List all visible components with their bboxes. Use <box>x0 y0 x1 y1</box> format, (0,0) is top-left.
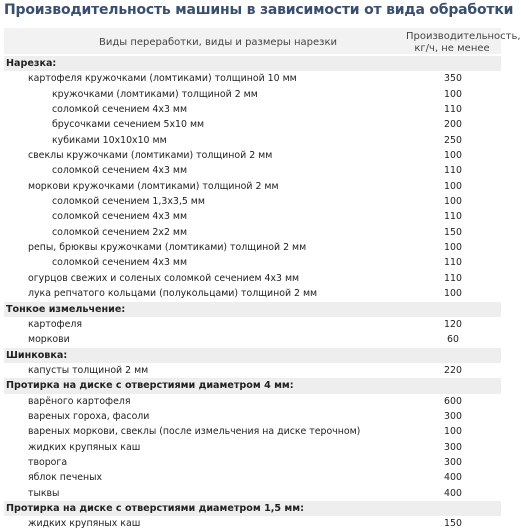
row-value: 100 <box>444 196 462 208</box>
table-row <box>4 240 501 255</box>
column-header-performance <box>406 31 521 55</box>
row-label: тыквы <box>28 487 60 499</box>
row-value: 300 <box>444 441 462 453</box>
table-row <box>4 148 501 163</box>
row-value: 400 <box>444 487 462 499</box>
table-row <box>4 486 501 501</box>
table-body <box>4 56 501 532</box>
row-value: 150 <box>444 518 462 530</box>
table-row <box>4 209 501 224</box>
row-label: лука репчатого кольцами (полукольцами) толщиной 2 мм <box>28 288 318 300</box>
row-label: варёного картофеля <box>28 395 131 407</box>
row-value: 100 <box>444 288 462 300</box>
section-row <box>4 348 501 363</box>
section-row <box>4 56 501 71</box>
row-label: соломкой сечением 4х3 мм <box>52 165 188 177</box>
table-row <box>4 194 501 209</box>
page-title: Производительность машины в зависимости от вида обработки <box>4 2 514 18</box>
table-header <box>4 28 521 54</box>
table-row <box>4 271 501 286</box>
row-value: 110 <box>444 272 462 284</box>
table-row <box>4 332 501 347</box>
row-label: соломкой сечением 1,3х3,5 мм <box>52 196 205 208</box>
row-value: 110 <box>444 211 462 223</box>
table-row <box>4 133 501 148</box>
column-header-performance-line1: Производительность, <box>406 31 521 42</box>
row-label: яблок печеных <box>28 472 103 484</box>
table-row <box>4 394 501 409</box>
table-row <box>4 440 501 455</box>
table-row <box>4 317 501 332</box>
row-label: моркови <box>28 334 70 346</box>
row-value: 100 <box>444 180 462 192</box>
row-label: картофеля кружочками (ломтиками) толщиной 10 мм <box>28 73 297 85</box>
row-label: соломкой сечением 2х2 мм <box>52 226 188 238</box>
column-header-kind: Виды переработки, виды и размеры нарезки <box>99 37 338 48</box>
row-value: 300 <box>444 456 462 468</box>
row-value: 100 <box>444 426 462 438</box>
row-value: 100 <box>444 88 462 100</box>
row-value: 150 <box>444 226 462 238</box>
row-value: 300 <box>444 410 462 422</box>
row-value: 100 <box>444 242 462 254</box>
table-row <box>4 179 501 194</box>
section-label: Тонкое измельчение: <box>6 303 126 315</box>
table-row <box>4 163 501 178</box>
table-row <box>4 102 501 117</box>
row-label: вареных гороха, фасоли <box>28 410 150 422</box>
column-header-performance-line2: кг/ч, не менее <box>414 43 490 54</box>
section-row <box>4 501 501 516</box>
row-value: 110 <box>444 104 462 116</box>
row-label: картофеля <box>28 318 82 330</box>
section-row <box>4 378 501 393</box>
row-value: 120 <box>444 318 462 330</box>
table-row <box>4 255 501 270</box>
table-row <box>4 87 501 102</box>
table-row <box>4 117 501 132</box>
row-label: свеклы кружочками (ломтиками) толщиной 2 мм <box>28 150 273 162</box>
table-row <box>4 363 501 378</box>
row-label: жидких крупяных каш <box>28 441 141 453</box>
row-label: соломкой сечением 4х3 мм <box>52 104 188 116</box>
row-value: 350 <box>444 73 462 85</box>
row-value: 110 <box>444 165 462 177</box>
row-value: 200 <box>444 119 462 131</box>
row-value: 60 <box>447 334 459 346</box>
table-row <box>4 455 501 470</box>
row-label: творога <box>28 456 68 468</box>
row-label: моркови кружочками (ломтиками) толщиной 2 мм <box>28 180 279 192</box>
table-row <box>4 71 501 86</box>
row-label: огурцов свежих и соленых соломкой сечением 4х3 мм <box>28 272 300 284</box>
table-row <box>4 516 501 531</box>
table-row <box>4 409 501 424</box>
row-value: 250 <box>444 134 462 146</box>
row-label: вареных моркови, свеклы (после измельчения на диске терочном) <box>28 426 361 438</box>
row-value: 400 <box>444 472 462 484</box>
section-label: Протирка на диске с отверстиями диаметром 4 мм: <box>6 380 294 392</box>
row-label: капусты толщиной 2 мм <box>28 364 149 376</box>
section-label: Протирка на диске с отверстиями диаметром 1,5 мм: <box>6 502 304 514</box>
row-label: брусочками сечением 5х10 мм <box>52 119 205 131</box>
section-label: Нарезка: <box>6 58 57 69</box>
row-label: соломкой сечением 4х3 мм <box>52 257 188 269</box>
row-label: соломкой сечением 4х3 мм <box>52 211 188 223</box>
section-label: Шинковка: <box>6 349 68 361</box>
table-row <box>4 424 501 439</box>
row-label: кубиками 10х10х10 мм <box>52 134 167 146</box>
table-row <box>4 225 501 240</box>
row-label: жидких крупяных каш <box>28 518 141 530</box>
row-label: кружочками (ломтиками) толщиной 2 мм <box>52 88 258 100</box>
row-label: репы, брюквы кружочками (ломтиками) толщиной 2 мм <box>28 242 307 254</box>
section-row <box>4 302 501 317</box>
row-value: 600 <box>444 395 462 407</box>
table-row <box>4 470 501 485</box>
row-value: 110 <box>444 257 462 269</box>
row-value: 220 <box>444 364 462 376</box>
table-row <box>4 286 501 301</box>
row-value: 100 <box>444 150 462 162</box>
